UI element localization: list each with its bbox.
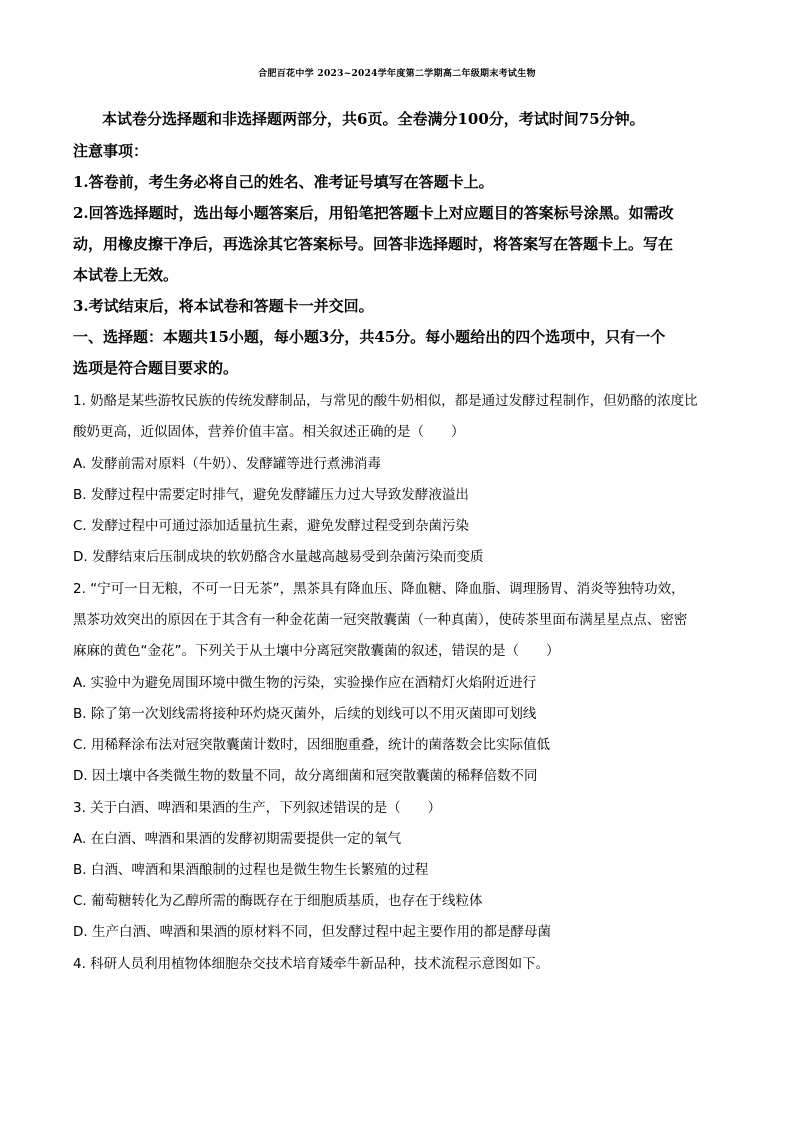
q1-option-d: D. 发酵结束后压制成块的软奶酪含水量越高越易受到杂菌污染而变质	[73, 549, 484, 565]
q2-option-a: A. 实验中为避免周围环境中微生物的污染，实验操作应在酒精灯火焰附近进行	[73, 675, 537, 691]
notice-item-2-line1: 2.回答选择题时，选出每小题答案后，用铅笔把答题卡上对应题目的答案标号涂黑。如需改	[73, 204, 674, 222]
notice-item-3: 3.考试结束后，将本试卷和答题卡一并交回。	[73, 297, 374, 315]
q1-option-a: A. 发酵前需对原料（牛奶）、发酵罐等进行煮沸消毒	[73, 456, 381, 472]
q1-option-b: B. 发酵过程中需要定时排气，避免发酵罐压力过大导致发酵液溢出	[73, 487, 469, 503]
q2-stem-line3: 麻麻的黄色“金花”。下列关于从土壤中分离冠突散囊菌的叙述，错误的是（ ）	[73, 643, 560, 659]
section-heading-line1: 一、选择题：本题共15小题，每小题3分，共45分。每小题给出的四个选项中，只有一个	[73, 328, 666, 346]
q2-option-c: C. 用稀释涂布法对冠突散囊菌计数时，因细胞重叠，统计的菌落数会比实际值低	[73, 737, 551, 753]
q3-option-b: B. 白酒、啤酒和果酒酿制的过程也是微生物生长繁殖的过程	[73, 862, 429, 878]
exam-intro: 本试卷分选择题和非选择题两部分，共6页。全卷满分100分，考试时间75分钟。	[102, 110, 645, 128]
q4-stem: 4. 科研人员利用植物体细胞杂交技术培育矮牵牛新品种，技术流程示意图如下。	[73, 956, 550, 972]
notice-item-2-line3: 本试卷上无效。	[73, 266, 179, 284]
q1-stem-line2: 酸奶更高，近似固体，营养价值丰富。相关叙述正确的是（ ）	[73, 424, 465, 440]
section-heading-line2: 选项是符合题目要求的。	[73, 359, 239, 377]
notice-item-2-line2: 动，用橡皮擦干净后，再选涂其它答案标号。回答非选择题时，将答案写在答题卡上。写在	[73, 235, 674, 253]
exam-title: 合肥百花中学 2023~2024学年度第二学期高二年级期末考试生物	[258, 69, 536, 79]
q3-option-d: D. 生产白酒、啤酒和果酒的原材料不同，但发酵过程中起主要作用的都是酵母菌	[73, 924, 551, 940]
q2-option-d: D. 因土壤中各类微生物的数量不同，故分离细菌和冠突散囊菌的稀释倍数不同	[73, 768, 538, 784]
notice-item-1: 1.答卷前，考生务必将自己的姓名、准考证号填写在答题卡上。	[73, 173, 494, 191]
q3-option-a: A. 在白酒、啤酒和果酒的发酵初期需要提供一定的氧气	[73, 831, 402, 847]
q3-option-c: C. 葡萄糖转化为乙醇所需的酶既存在于细胞质基质，也存在于线粒体	[73, 893, 483, 909]
q2-stem-line1: 2. “宁可一日无粮，不可一日无茶”，黑茶具有降血压、降血糖、降血脂、调理肠胃、消炎等独特功效，	[73, 581, 685, 597]
q2-stem-line2: 黑茶功效突出的原因在于其含有一种金花菌一冠突散囊菌（一种真菌），使砖茶里面布满星星点点、密密	[73, 612, 688, 628]
notice-heading: 注意事项：	[73, 142, 149, 160]
q3-stem: 3. 关于白酒、啤酒和果酒的生产，下列叙述错误的是（ ）	[73, 800, 442, 816]
q2-option-b: B. 除了第一次划线需将接种环灼烧灭菌外，后续的划线可以不用灭菌即可划线	[73, 706, 537, 722]
q1-stem-line1: 1. 奶酪是某些游牧民族的传统发酵制品，与常见的酸牛奶相似，都是通过发酵过程制作，但奶酪的浓度比	[73, 393, 698, 409]
q1-option-c: C. 发酵过程中可通过添加适量抗生素，避免发酵过程受到杂菌污染	[73, 518, 470, 534]
